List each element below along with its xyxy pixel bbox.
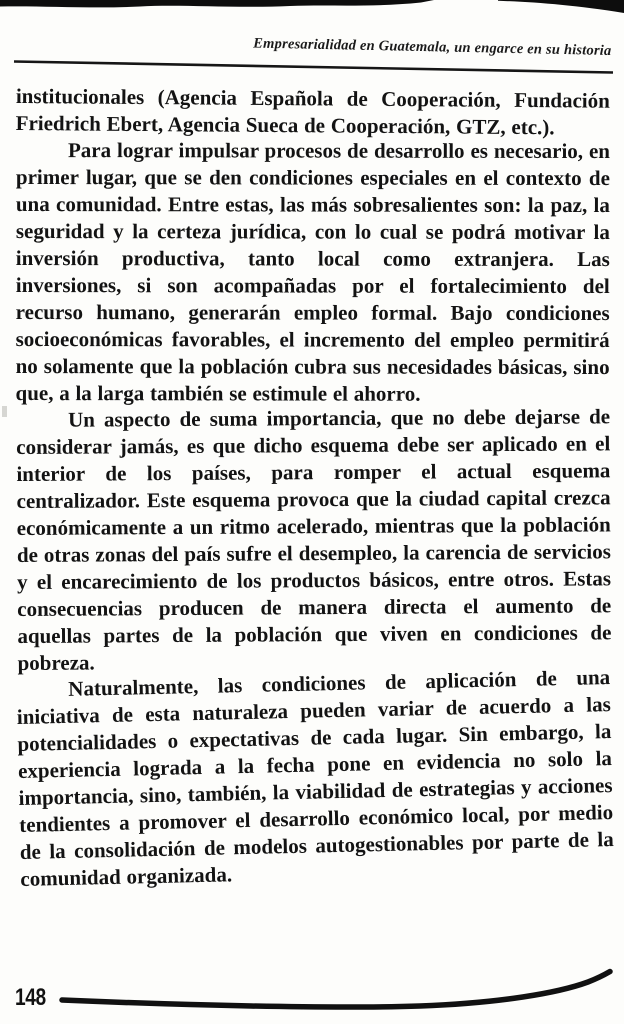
page-number: 148 (15, 984, 46, 1011)
header-rule (14, 62, 613, 73)
scan-speck (2, 406, 7, 417)
scan-edge-top-right (498, 0, 624, 13)
paragraph-development-conditions: Para lograr impulsar procesos de desarrollo es necesario, en primer lugar, que se den condiciones especiales en el contexto de una comunidad. Entre estas, las más sobresalientes son: la paz, la seguridad y la certeza jurídica, con lo cual se podrá motivar la inversión productiva, tanto local como extranjera. Las inversiones, si son acompañadas por el fortalecimiento del recurso humano, generarán empleo formal. Bajo condiciones socioeconómicas favorables, el incremento del empleo permitirá no solamente que la población cubra sus necesidades básicas, sino que, a la larga también se estimule el ahorro. (15, 138, 610, 406)
running-title: Empresarialidad en Guatemala, un engarce en su historia (252, 35, 612, 60)
paragraph-local-development: Naturalmente, las condiciones de aplicación de una iniciativa de esta naturaleza pueden variar de acuerdo a las potencialidades o expectativas de cada lugar. Sin embargo, la experiencia lograda a la fecha pone en evidencia no solo la importancia, sino, también, la viabilidad de estrategias y acciones tendientes a promover el desarrollo económico local, por medio de la consolidación de modelos autogestionables por parte de la comunidad organizada. (16, 665, 614, 891)
footer-rule (62, 972, 610, 1008)
paragraph-centralization: Un aspecto de suma importancia, que no debe dejarse de considerar jamás, es que dicho esquema debe ser aplicado en el interior de los países, para romper el actual esquema centralizador. Este esquema provoca que la ciudad capital crezca económicamente a un ritmo acelerado, mientras que la población de otras zonas del país sufre el desempleo, la carencia de servicios y el encarecimiento de los productos básicos, entre otros. Estas consecuencias producen de manera directa el aumento de aquellas partes de la población que viven en condiciones de pobreza. (16, 404, 612, 675)
paragraph-continuation: institucionales (Agencia Española de Cooperación, Fundación Friedrich Ebert, Agencia Sueca de Cooperación, GTZ, etc.). (15, 83, 610, 140)
page-body (15, 83, 614, 893)
scan-edge-top (0, 0, 434, 7)
